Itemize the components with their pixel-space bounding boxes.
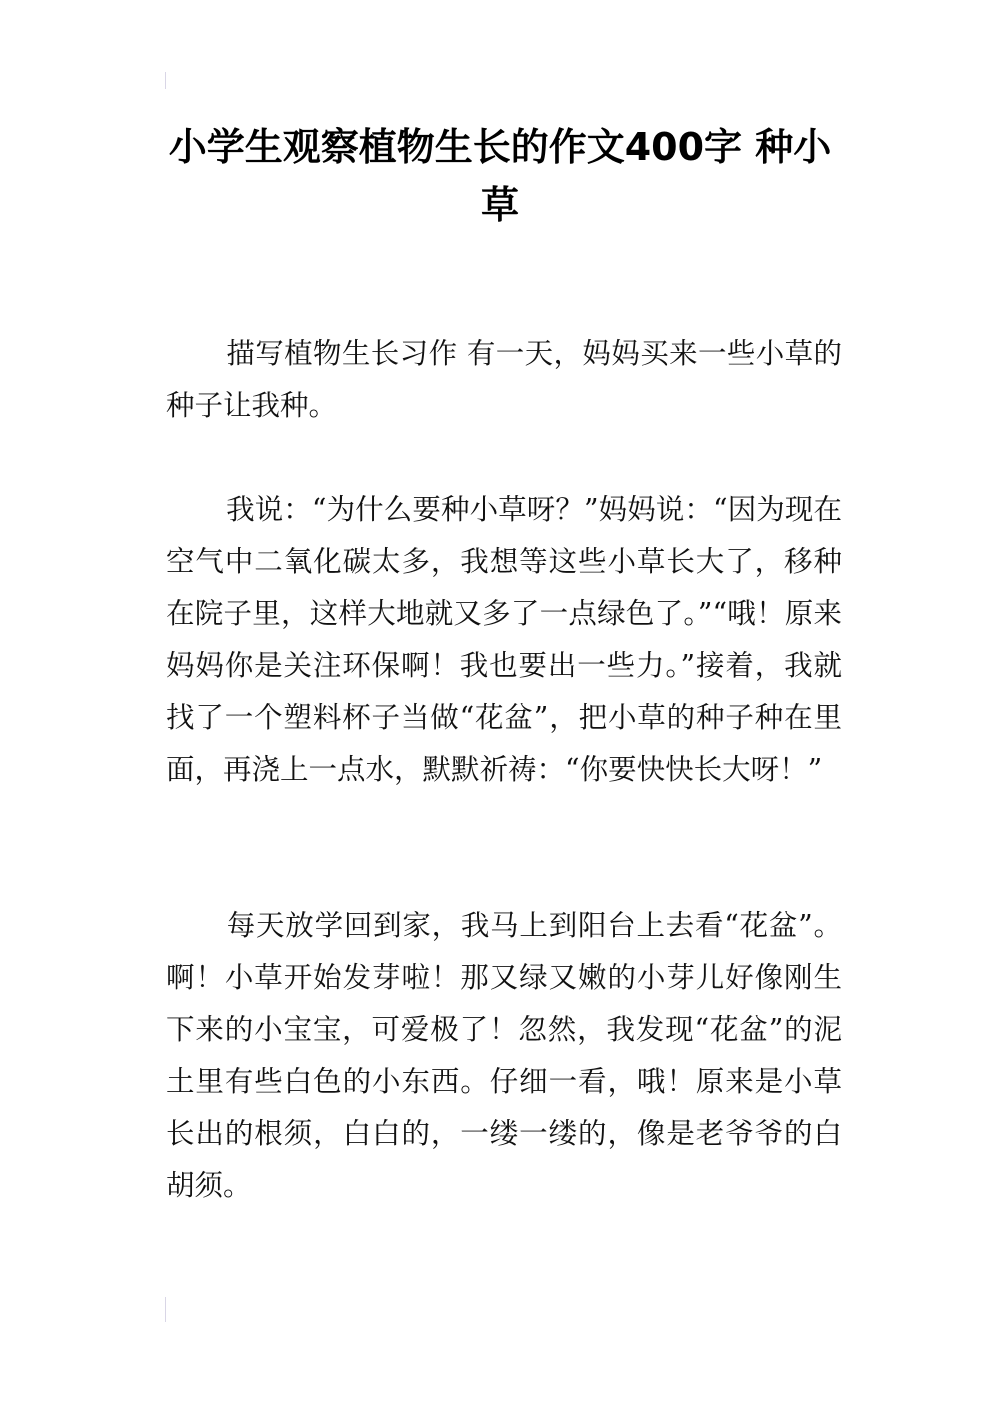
paragraph-text: 描写植物生长习作 有一天，妈妈买来一些小草的种子让我种。 (166, 337, 842, 422)
document-title: 小学生观察植物生长的作文400字 种小草 (168, 125, 832, 227)
paragraph-3 (166, 900, 842, 1212)
paragraph-text: 我说：“为什么要种小草呀？”妈妈说：“因为现在空气中二氧化碳太多，我想等这些小草长大了，移种在院子里，这样大地就又多了一点绿色了。”“哦！原来妈妈你是关注环保啊！我也要出一些力。”接着，我就找了一个塑料杯子当做“花盆”，把小草的种子种在里面，再浇上一点水，默默祈祷：“你要快快长大呀！” (166, 493, 842, 786)
paragraph-1 (166, 328, 842, 432)
paragraph-text: 每天放学回到家，我马上到阳台上去看“花盆”。啊！小草开始发芽啦！那又绿又嫩的小芽儿好像刚生下来的小宝宝，可爱极了！忽然，我发现“花盆”的泥土里有些白色的小东西。仔细一看，哦！原来是小草长出的根须，白白的，一缕一缕的，像是老爷爷的白胡须。 (166, 909, 842, 1202)
paragraph-2 (166, 484, 842, 796)
page-corner-mark-bottom (165, 1297, 166, 1322)
page-corner-mark-top (165, 72, 166, 89)
